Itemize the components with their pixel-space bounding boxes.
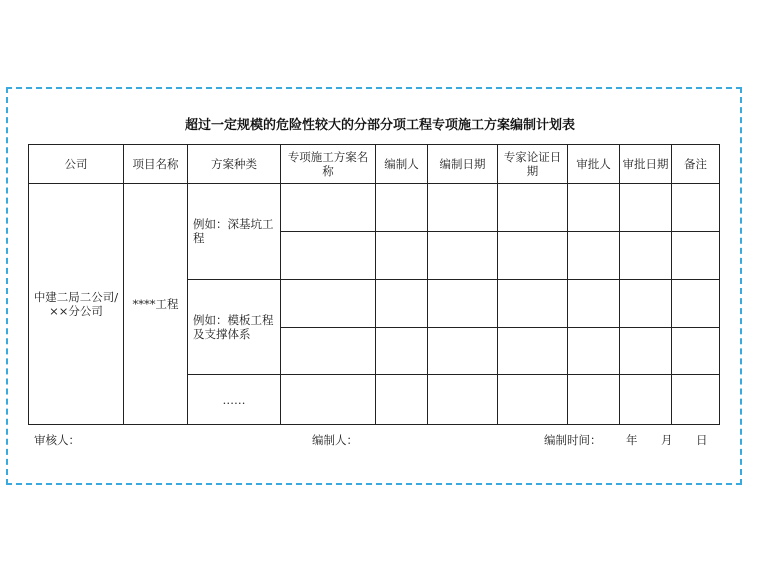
table-cell (281, 231, 376, 279)
type-cell-excavation (188, 184, 281, 280)
table-cell (498, 231, 568, 279)
reviewer-label: 审核人： (34, 433, 80, 447)
table-cell (620, 375, 672, 425)
table-cell (376, 327, 428, 375)
table-cell (428, 184, 498, 232)
table-cell (672, 327, 720, 375)
project-cell: ****工程 (124, 184, 188, 425)
table-cell (568, 375, 620, 425)
table-cell (498, 279, 568, 327)
table-cell (498, 184, 568, 232)
header-remarks: 备注 (672, 145, 720, 184)
table-cell (568, 184, 620, 232)
table-cell (428, 375, 498, 425)
header-edit-date: 编制日期 (428, 145, 498, 184)
table-cell (281, 184, 376, 232)
table-cell (672, 375, 720, 425)
table-cell (620, 279, 672, 327)
table-cell (281, 327, 376, 375)
company-cell: 中建二局二公司/××分公司 (29, 184, 124, 425)
date-day: 日 (696, 433, 708, 447)
plan-table (28, 144, 720, 425)
table-cell (281, 375, 376, 425)
header-row (29, 145, 720, 184)
table-cell (620, 231, 672, 279)
header-expert-review-date: 专家论证日期 (498, 145, 568, 184)
type-cell-ellipsis: …… (188, 375, 281, 425)
header-plan-name: 专项施工方案名称 (281, 145, 376, 184)
table-cell (568, 231, 620, 279)
table-row (29, 184, 720, 232)
table-cell (281, 279, 376, 327)
header-editor: 编制人 (376, 145, 428, 184)
header-plan-type: 方案种类 (188, 145, 281, 184)
table-cell (620, 327, 672, 375)
date-label: 编制时间： (544, 433, 602, 447)
table-cell (498, 327, 568, 375)
table-cell (428, 327, 498, 375)
table-cell (376, 279, 428, 327)
type-cell-formwork (188, 279, 281, 375)
table-cell (672, 184, 720, 232)
table-cell (672, 231, 720, 279)
table-cell (620, 184, 672, 232)
type-text-excavation: 例如：深基坑工程 (193, 217, 274, 246)
table-cell (568, 279, 620, 327)
date-year: 年 (626, 433, 638, 447)
header-approval-date: 审批日期 (620, 145, 672, 184)
table-cell (568, 327, 620, 375)
table-cell (376, 184, 428, 232)
header-company: 公司 (29, 145, 124, 184)
type-text-formwork: 例如：模板工程及支撑体系 (193, 313, 274, 342)
table-cell (428, 279, 498, 327)
table-cell (376, 231, 428, 279)
table-cell (376, 375, 428, 425)
header-approver: 审批人 (568, 145, 620, 184)
header-project-name: 项目名称 (124, 145, 188, 184)
table-cell (428, 231, 498, 279)
date-month: 月 (661, 433, 673, 447)
document-title: 超过一定规模的危险性较大的分部分项工程专项施工方案编制计划表 (184, 118, 575, 133)
table-cell (498, 375, 568, 425)
table-cell (672, 279, 720, 327)
editor-label: 编制人： (312, 433, 358, 447)
